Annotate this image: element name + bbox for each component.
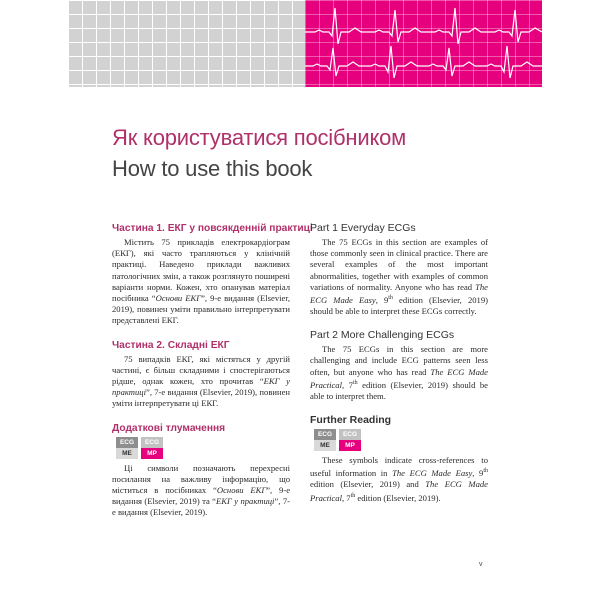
paragraph-part1-en: The 75 ECGs in this section are examples of those commonly seen in clinical practice. There are several examples of the most important abnormalities, together with examples of common variations of normality. Anyone who has read The ECG Made Easy, 9th edition (Elsevier, 2019) should be able to interpret these ECGs correctly. [310, 237, 488, 317]
pink-ecg-panel [305, 0, 542, 87]
heading-further-en: Further Reading [310, 414, 392, 427]
reference-badges-en [314, 429, 488, 451]
heading-extra-uk: Додаткові тлумачення [112, 422, 226, 434]
header-band [68, 0, 542, 87]
page-title-english: How to use this book [112, 156, 313, 181]
ecg-mp-badge-icon: ECG MP [141, 437, 163, 459]
left-column-ukrainian [112, 222, 313, 519]
paragraph-part1-uk: Містить 75 прикладів електрокардіограм (ЕКГ), які часто трапляються у клінічній практиці. Наведено приклади важливих патологічних змін, а також розглянуто поширені варіанти норми. Кожен, хто опанував матеріал посібника “Основи ЕКГ”, 9-е видання (Elsevier, 2019), повинен уміти правильно інтерпретувати представлені ЕКГ. [112, 237, 290, 326]
reference-badges-uk [116, 437, 290, 459]
paragraph-further-en: These symbols indicate cross-references to useful information in The ECG Made Easy, 9th edition (Elsevier, 2019) and The ECG Made Practical, 7th edition (Elsevier, 2019). [310, 455, 489, 503]
ecg-trace-icon [305, 0, 542, 87]
ecg-mp-badge-icon: ECG MP [339, 429, 361, 451]
page-number: v [479, 561, 483, 568]
right-column-english [310, 222, 488, 504]
heading-part1-en: Part 1 Everyday ECGs [310, 222, 416, 234]
ecg-me-badge-icon: ECG ME [116, 437, 138, 459]
heading-part2-en: Part 2 More Challenging ECGs [310, 329, 455, 342]
heading-part2-uk: Частина 2. Складні ЕКГ [112, 339, 230, 351]
paragraph-extra-uk: Ці символи позначають перехресні посилання на важливу інформацію, що міститься в посібниках “Основи ЕКГ”, 9-е видання (Elsevier, 2019) та “ЕКГ у практиці”, 7-е видання (Elsevier, 2019). [112, 462, 291, 518]
page-title-ukrainian: Як користуватися посібником [112, 125, 407, 150]
ecg-me-badge-icon: ECG ME [314, 429, 336, 451]
paragraph-part2-uk: 75 випадків ЕКГ, які містяться у другій частині, є більш складними і спостерігаються рідше, однак кожен, хто прочитав “ЕКГ у практиці”, 7-е видання (Elsevier, 2019), повинен уміти інтерпретувати ці ЕКГ. [112, 353, 291, 409]
heading-part1-uk: Частина 1. ЕКГ у повсякденній практиці [112, 223, 313, 234]
grey-grid-panel [68, 0, 305, 87]
paragraph-part2-en: The 75 ECGs in this section are more challenging and include ECG patterns seen less often, but anyone who has read The ECG Made Practical, 7th edition (Elsevier, 2019) should be able to interpret them. [310, 344, 488, 401]
